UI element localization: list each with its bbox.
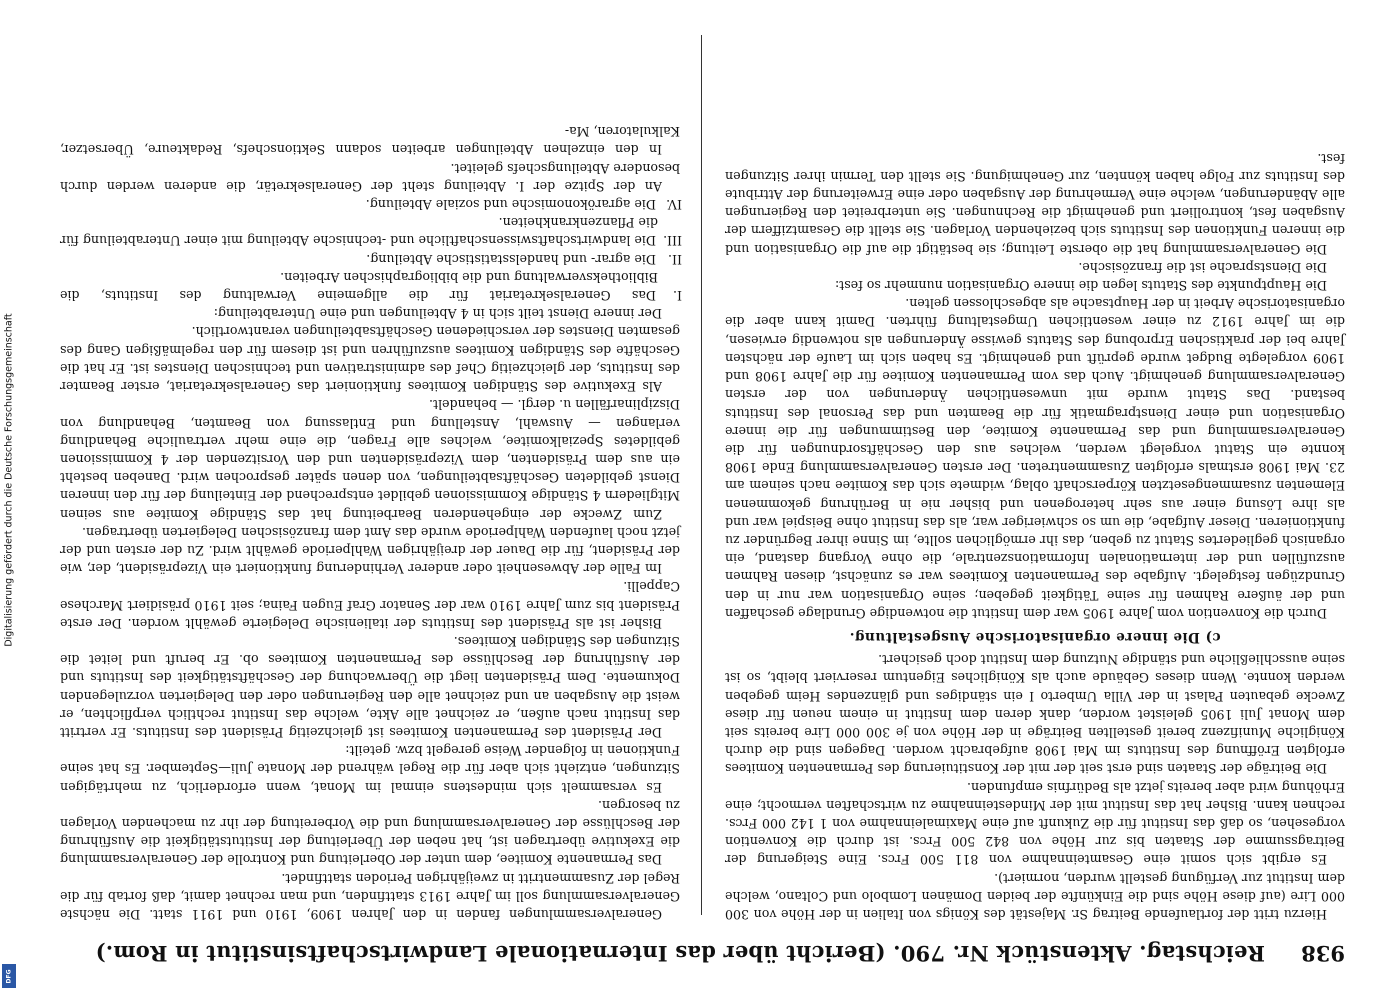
list-item-text: Das Generalsekretariat für die allgemeine Verwaltung des Instituts, die Bibliotheksverwaltung und die bibliographischen Arbeiten. <box>60 269 658 304</box>
list-item-text: Die agrar- und handelsstatistische Abteilung. <box>366 251 656 267</box>
paragraph: Es versammelt sich mindestens einmal im Monat, wenn erforderlich, zu mehrtägigen Sitzungen, entzieht sich aber für die Regel während der Monate Juli—September. Es hat seine Funktionen in folgender Weise geregelt bzw. geteilt: <box>60 743 680 795</box>
paragraph: Die Dienstsprache ist die französische. <box>1078 259 1327 275</box>
right-column <box>60 28 680 923</box>
paragraph: Das Permanente Komitee, dem unter der Oberleitung und Kontrolle der Generalversammlung die Exekutive übertragen ist, hat neben der Überleitung der Institutstätigkeit die Ausführung der Beschlüsse der Generalversammlung und die Vorbereitung der ihr zu machenden Vorlagen zu besorgen. <box>60 797 680 868</box>
paragraph: Im Falle der Abwesenheit oder anderer Verhinderung funktioniert ein Vizepräsident, der, wie der Präsident, für die Dauer der dreijährigen Wahlperiode gewählt wird. Zu der ersten und der jetzt noch laufenden Wahlperiode wurde das Amt dem französischen Delegierten übertragen. <box>60 524 680 577</box>
paragraph: Die Generalversammlung hat die oberste Leitung; sie bestätigt die auf die Organisation und die inneren Funktionen des Instituts sich beziehenden Vorlagen. Sie stellt die Gesamtziffern der Ausgaben fest, kontrolliert und genehmigt die Rechnungen. Sie unterbreitet den Regierungen alle Abänderungen, welche eine Vermehrung der Ausgaben oder eine Erweiterung der Attribute des Instituts zur Folge haben könnten, zur Genehmigung. Sie stellt den Termin ihrer Sitzungen fest. <box>725 150 1345 257</box>
page-header <box>55 931 1345 975</box>
paragraph: Hierzu tritt der fortlaufende Beitrag Sr. Majestät des Königs von Italien in der Höhe von 300 000 Lire (auf diese Höhe sind die Einkünfte der beiden Domänen Lombolo und Coltano, welche dem Institut zur Verfügung gestellt wurden, normiert). <box>725 870 1345 922</box>
paragraph: Als Exekutive des Ständigen Komitees funktioniert das Generalsekretariat, erster Beamter des Instituts, der gleichzeitig Chef des administrativen und technischen Dienstes ist. Er hat die Geschäfte des Ständigen Komitees auszuführen und ist diesem für den regelmäßigen Gang des gesamten Dienstes der verschiedenen Geschäftsabteilungen verantwortlich. <box>60 324 680 395</box>
list-item-number: II. <box>668 251 682 267</box>
paragraph: Zum Zwecke der eingehenderen Bearbeitung hat das Ständige Komitee aus seinen Mitgliedern 4 Ständige Kommissionen gebildet entsprechend der Einteilung der für den inneren Dienst gebildeten Geschäftsabteilungen, von denen später gesprochen wird. Daneben besteht ein aus dem Präsidenten, dem Vizepräsidenten und den Vorsitzenden der 4 Kommissionen gebildetes Spezialkomitee, welches alle Fragen, die eine mehr vertrauliche Behandlung verlangen — Auswahl, Anstellung und Entlassung von Beamten, Behandlung von Disziplinarfällen u. dergl. — behandelt. <box>60 397 680 522</box>
list-item <box>60 213 680 249</box>
paragraph: Die Beiträge der Staaten sind erst seit der mit der Konstituierung des Permanenten Komitees erfolgten Eröffnung des Instituts im Mai 1908 aufgebracht worden. Dagegen sind die durch Königliche Munifizenz bereit gestellten Beiträge in der Höhe von je 300 000 Lire bereits seit dem Monat Juli 1905 geleistet worden, dank deren dem Institut in einem neuen für diese Zwecke gebauten Palast in der Villa Umberto I ein ständiges und glänzendes Heim gegeben werden konnte. Wenn dieses Gebäude auch als Königliches Eigentum reserviert bleibt, so ist seine ausschließliche und ständige Nutzung dem Institut doch gesichert. <box>725 652 1345 777</box>
column-divider <box>701 35 702 915</box>
list-item-text: Die agrarökonomische und soziale Abteilung. <box>365 197 656 213</box>
paragraph: In den einzelnen Abteilungen arbeiten sodann Sektionschefs, Redakteure, Übersetzer, Kalkulatoren, Ma- <box>60 124 680 158</box>
section-heading: c) Die innere organisatorische Ausgestaltung. <box>849 628 1221 645</box>
paragraph: Bisher ist als Präsident des Instituts der italienische Delegierte gewählt worden. Der erste Präsident bis zum Jahre 1910 war der Senator Graf Eugen Faina; seit 1910 präsidiert Marchese Cappelli. <box>60 579 680 631</box>
list-item <box>60 268 680 304</box>
paragraph: Der innere Dienst teilt sich in 4 Abteilungen und eine Unterabteilung: <box>213 306 662 322</box>
list-item-number: IV. <box>666 197 682 213</box>
paragraph: Der Präsident des Permanenten Komitees ist gleichzeitig Präsident des Instituts. Er vertritt das Institut nach außen, er zeichnet alle Akte, welche das Institut rechtlich verpflichten, er weist die Ausgaben an und zeichnet alle den Regierungen oder den Delegierten vorzulegenden Dokumente. Dem Präsidenten liegt die Überwachung der Geschäftstätigkeit des Instituts und der Ausführung der Beschlüsse des Permanenten Komitees ob. Er beruft und leitet die Sitzungen des Ständigen Komitees. <box>60 633 680 740</box>
attribution-text: Digitalisierung gefördert durch die Deutsche Forschungsgemeinschaft <box>3 313 15 647</box>
paragraph: Die Hauptpunkte des Statuts legen die innere Organisation nunmehr so fest: <box>834 278 1327 294</box>
dfg-logo <box>2 964 16 988</box>
list-item-text: Die landwirtschaftswissenschaftliche und -technische Abteilung mit einer Unterabteilung für die Pflanzenkrankheiten. <box>60 215 658 249</box>
paragraph: Durch die Konvention vom Jahre 1905 war dem Institut die notwendige Grundlage geschaffen und der äußere Rahmen für seine Tätigkeit gegeben; seine Organisation war nur in den Grundzügen festgelegt. Aufgabe des Permanenten Komitees war es zunächst, diesen Rahmen auszufüllen und der internationalen Informationszentrale, die ohne Vorgang dastand, ein organisch gegliedertes Statut zu geben, das ihr ermöglichen sollte, im Sinne ihrer Begründer zu funktionieren. Dieser Aufgabe, die um so schwieriger war, als das Institut ohne Beispiel war und als ihre Lösung einer aus sehr heterogenen und bisher nie in Berührung gekommenen Elementen zusammengesetzten Körperschaft oblag, widmete sich das Komitee nach seinem am 23. Mai 1908 erstmals erfolgten Zusammentreten. Der ersten Generalversammlung Ende 1908 konnte ein Statut vorgelegt werden, welches aus den Geschäftsordnungen für die Generalversammlung und das Permanente Komitee, den Bestimmungen für die innere Organisation und einer Dienstpragmatik für die Beamten und das Personal des Instituts bestand. Das Statut wurde mit unwesentlichen Änderungen von der ersten Generalversammlung genehmigt. Auch das vom Permanenten Komitee für die Jahre 1908 und 1909 vorgelegte Budget wurde geprüft und genehmigt. Es haben sich im Laufe der nächsten Jahre bei der praktischen Erprobung des Statuts gewisse Änderungen als notwendig erwiesen, die im Jahre 1912 zu einer wesentlichen Umgestaltung führten. Damit kann aber die organisatorische Arbeit in der Hauptsache als abgeschlossen gelten. <box>725 296 1345 621</box>
list-item <box>60 195 680 213</box>
attribution-strip <box>0 0 18 1000</box>
paragraph: Generalversammlungen fanden in den Jahren 1909, 1910 und 1911 statt. Die nächste Generalversammlung soll im Jahre 1913 stattfinden, und man rechnet damit, daß fortab für die Regel der Zusammentritt in zweijährigen Perioden stattfindet. <box>60 870 680 922</box>
list-item <box>60 249 680 267</box>
page-title: Reichstag. Aktenstück Nr. 790. (Bericht über das Internationale Landwirtschaftsinstitut in Rom.) <box>95 941 1265 966</box>
scanned-page <box>55 25 1345 975</box>
list-item-number: III. <box>663 233 682 249</box>
list-item-number: I. <box>673 288 682 304</box>
dfg-logo-label: DFG <box>5 968 13 984</box>
left-column <box>725 28 1345 923</box>
paragraph: Es ergibt sich somit eine Gesamteinnahme von 811 500 Frcs. Eine Steigerung der Beitragssumme der Staaten bis zur Höhe von 842 500 Frcs. ist durch die Konvention vorgesehen, so daß das Institut für die Zukunft auf eine Maximaleinnahme von 1 142 000 Frcs. rechnen kann. Bisher hat das Institut mit der Mindesteinnahme zu wirtschaften vermocht; eine Erhöhung wird aber bereits jetzt als Bedürfnis empfunden. <box>725 779 1345 868</box>
paragraph: An der Spitze der I. Abteilung steht der Generalsekretär, die anderen werden durch besondere Abteilungschefs geleitet. <box>60 160 680 194</box>
page-number: 938 <box>1301 941 1345 966</box>
